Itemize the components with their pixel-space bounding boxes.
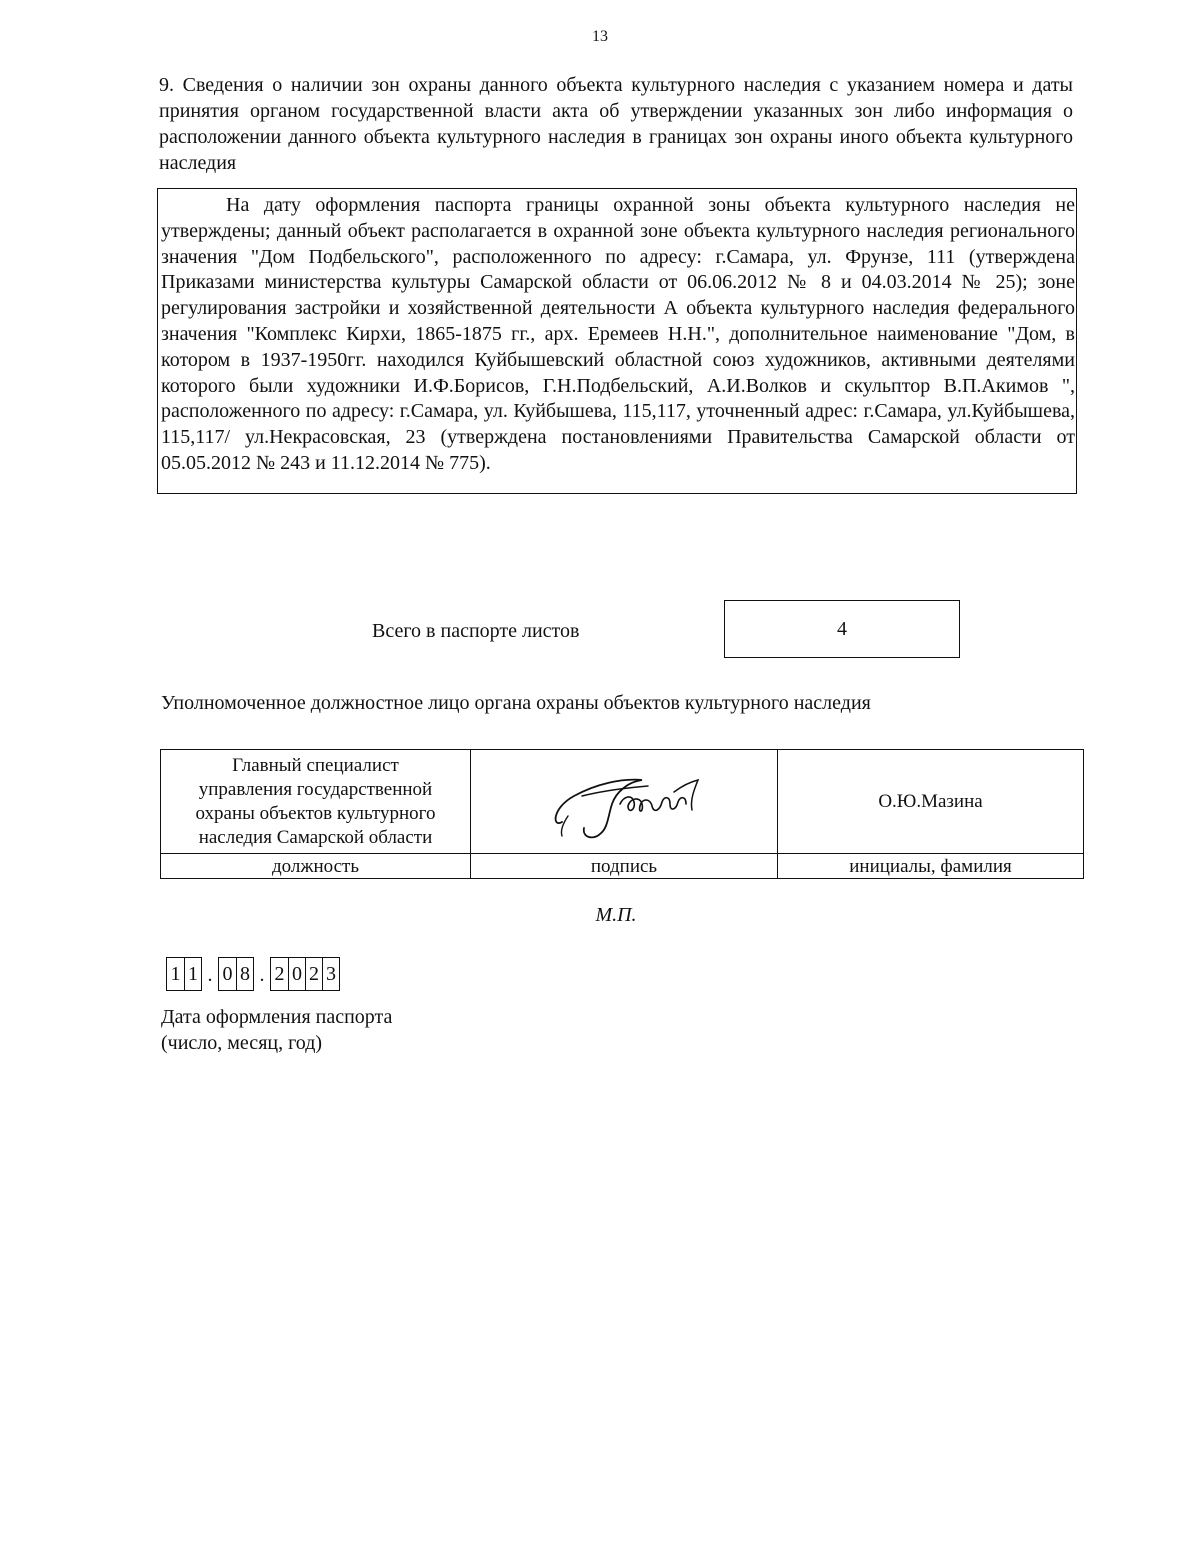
issue-date: [166, 957, 340, 991]
position-caption: должность: [161, 854, 471, 878]
position-line: наследия Самарской области: [198, 826, 433, 848]
authorized-official-heading: Уполномоченное должностное лицо органа охраны объектов культурного наследия: [161, 692, 871, 714]
handwritten-signature: [524, 752, 724, 852]
date-digit: 2: [274, 963, 285, 985]
section-9-heading: 9. Сведения о наличии зон охраны данного объекта культурного наследия с указанием номера и даты принятия органом государственной власти акта об утверждении указанных зон либо информация о расположении данного объекта культурного наследия в границах зон охраны иного объекта культурного наследия: [159, 74, 1073, 174]
protection-zones-info-box: На дату оформления паспорта границы охранной зоны объекта культурного наследия не утверждены; данный объект располагается в охранной зоне объекта культурного наследия регионального значения "Дом Подбельского", расположенного по адресу: г.Самара, ул. Фрунзе, 111 (утверждена Приказами министерства культуры Самарской области от 06.06.2012 № 8 и 04.03.2014 № 25); зоне регулирования застройки и хозяйственной деятельности А объекта культурного наследия федерального значения "Комплекс Кирхи, 1865-1875 гг., арх. Еремеев Н.Н.", дополнительное наименование "Дом, в котором в 1937-1950гг. находился Куйбышевский областной союз художников, активными деятелями которого были художники И.Ф.Борисов, Г.Н.Подбельский, А.И.Волков и скульптор В.П.Акимов ", расположенного по адресу: г.Самара, ул. Куйбышева, 115,117, уточненный адрес: г.Самара, ул.Куйбышева, 115,117/ ул.Некрасовская, 23 (утверждена постановлениями Правительства Самарской области от 05.05.2012 № 243 и 11.12.2014 № 775).: [157, 188, 1077, 494]
date-caption-line: (число, месяц, год): [161, 1032, 323, 1054]
date-separator: .: [259, 964, 265, 986]
date-separator: .: [207, 964, 213, 986]
name-cell: О.Ю.Мазина: [878, 790, 983, 812]
date-day-boxes: [166, 957, 202, 991]
signature-caption: подпись: [471, 854, 778, 878]
date-digit: 0: [222, 963, 233, 985]
name-caption: инициалы, фамилия: [849, 856, 1012, 877]
date-digit: 0: [288, 958, 305, 990]
date-year-boxes: [270, 957, 340, 991]
date-digit: 8: [236, 958, 253, 990]
total-sheets-value: 4: [724, 600, 960, 658]
position-line: охраны объектов культурного: [195, 802, 436, 824]
stamp-place-label: М.П.: [595, 904, 637, 926]
date-digit: 2: [305, 958, 322, 990]
position-line: Главный специалист: [232, 754, 399, 776]
date-digit: 3: [322, 958, 339, 990]
signature-table: [160, 749, 1084, 879]
signature-captions-row: [161, 853, 1083, 878]
date-digit: 1: [184, 958, 201, 990]
position-text: [196, 754, 436, 850]
position-line: управления государственной: [198, 778, 433, 800]
date-caption: [161, 1004, 392, 1056]
date-caption-line: Дата оформления паспорта: [161, 1006, 393, 1028]
date-digit: 1: [170, 963, 181, 985]
page-number: 13: [592, 28, 608, 45]
date-month-boxes: [218, 957, 254, 991]
total-sheets-label: Всего в паспорте листов: [372, 620, 580, 642]
signature-cell: [471, 750, 778, 853]
position-cell: [161, 750, 471, 853]
